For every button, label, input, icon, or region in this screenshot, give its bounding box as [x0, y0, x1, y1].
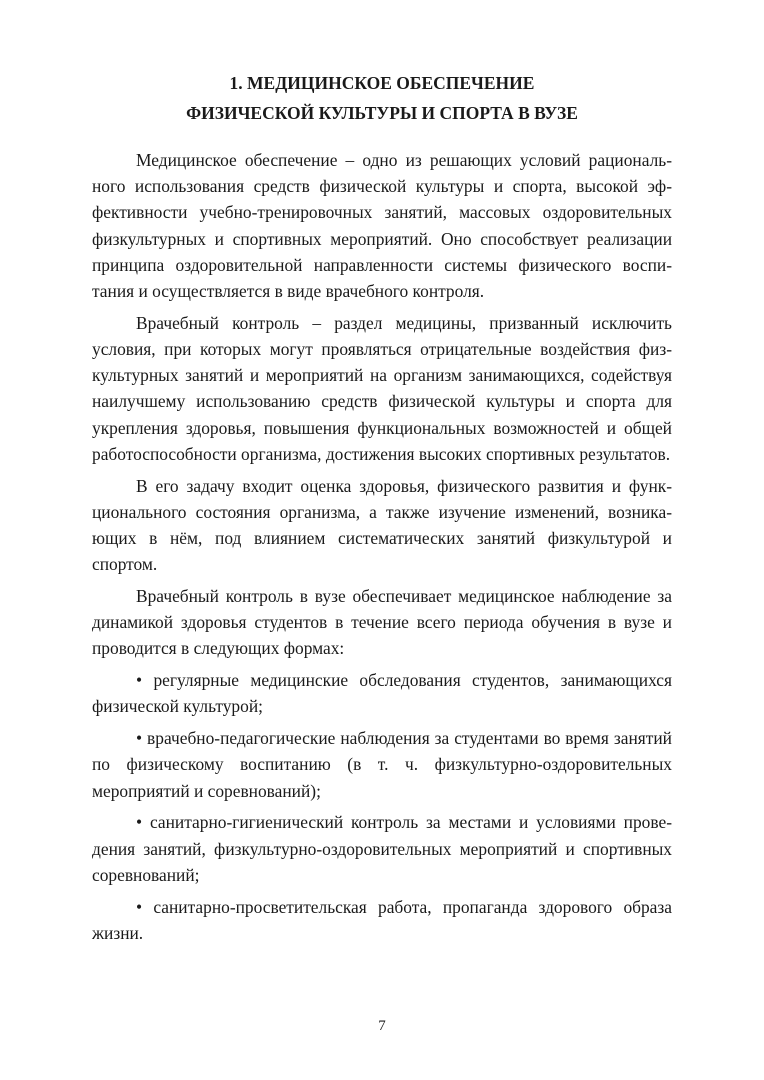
paragraph-intro: Медицинское обеспечение – одно из решающих условий рационального использования средств физической культуры и спорта, высокой эффективности учебно-тренировочных занятий, массовых оздоровительных физкультурных и спортивных мероприятий. Оно способствует реализации принципа оздоровительной направленности системы физического воспитания и осуществляется в виде врачебного контроля. [92, 150, 672, 302]
list-item-text: врачебно-педагогические наблюдения за студентами во время занятий по физическому воспитанию (в т. ч. физкультурно-оздоровительных мероприятий и соревнований); [92, 728, 672, 801]
list-item-text: санитарно-гигиенический контроль за местами и условиями проведения занятий, физкультурно-оздоровительных мероприятий и спортивных соревнований; [92, 812, 672, 885]
paragraph-medical-control: Врачебный контроль – раздел медицины, призванный исключить условия, при которых могут проявляться отрицательные воздействия физкультурных занятий и мероприятий на организм занимающихся, содействуя наилучшему использованию средств физической культуры и спорта для укрепления здоровья, повышения функциональных возможностей и общей работоспособности организма, достижения высоких спортивных результатов. [92, 312, 672, 464]
bullet-icon: • [136, 670, 143, 691]
list-item-text: санитарно-просветительская работа, пропаганда здорового образа жизни. [92, 896, 672, 943]
section-title-line-2: ФИЗИЧЕСКОЙ КУЛЬТУРЫ И СПОРТА В ВУЗЕ [186, 103, 578, 123]
list-item [92, 894, 672, 946]
bullet-icon: • [136, 728, 143, 749]
list-item [92, 667, 672, 719]
section-title [92, 68, 672, 128]
page-number: 7 [378, 1018, 386, 1034]
list-item-text: регулярные медицинские обследования студентов, занимающихся физической культурой; [92, 670, 672, 717]
paragraph-tasks: В его задачу входит оценка здоровья, физического развития и функционального состояния организма, а также изучение изменений, возникающих в нём, под влиянием систематических занятий физкультурой и спортом. [92, 475, 672, 575]
bullet-icon: • [136, 896, 143, 917]
paragraph-university-control: Врачебный контроль в вузе обеспечивает медицинское наблюдение за динамикой здоровья студентов в течение всего периода обучения в вузе и проводится в следующих формах: [92, 586, 672, 659]
body-text [92, 147, 672, 952]
list-item [92, 725, 672, 804]
list-item [92, 809, 672, 888]
bullet-icon: • [136, 812, 143, 833]
section-title-line-1: 1. МЕДИЦИНСКОЕ ОБЕСПЕЧЕНИЕ [229, 73, 535, 93]
